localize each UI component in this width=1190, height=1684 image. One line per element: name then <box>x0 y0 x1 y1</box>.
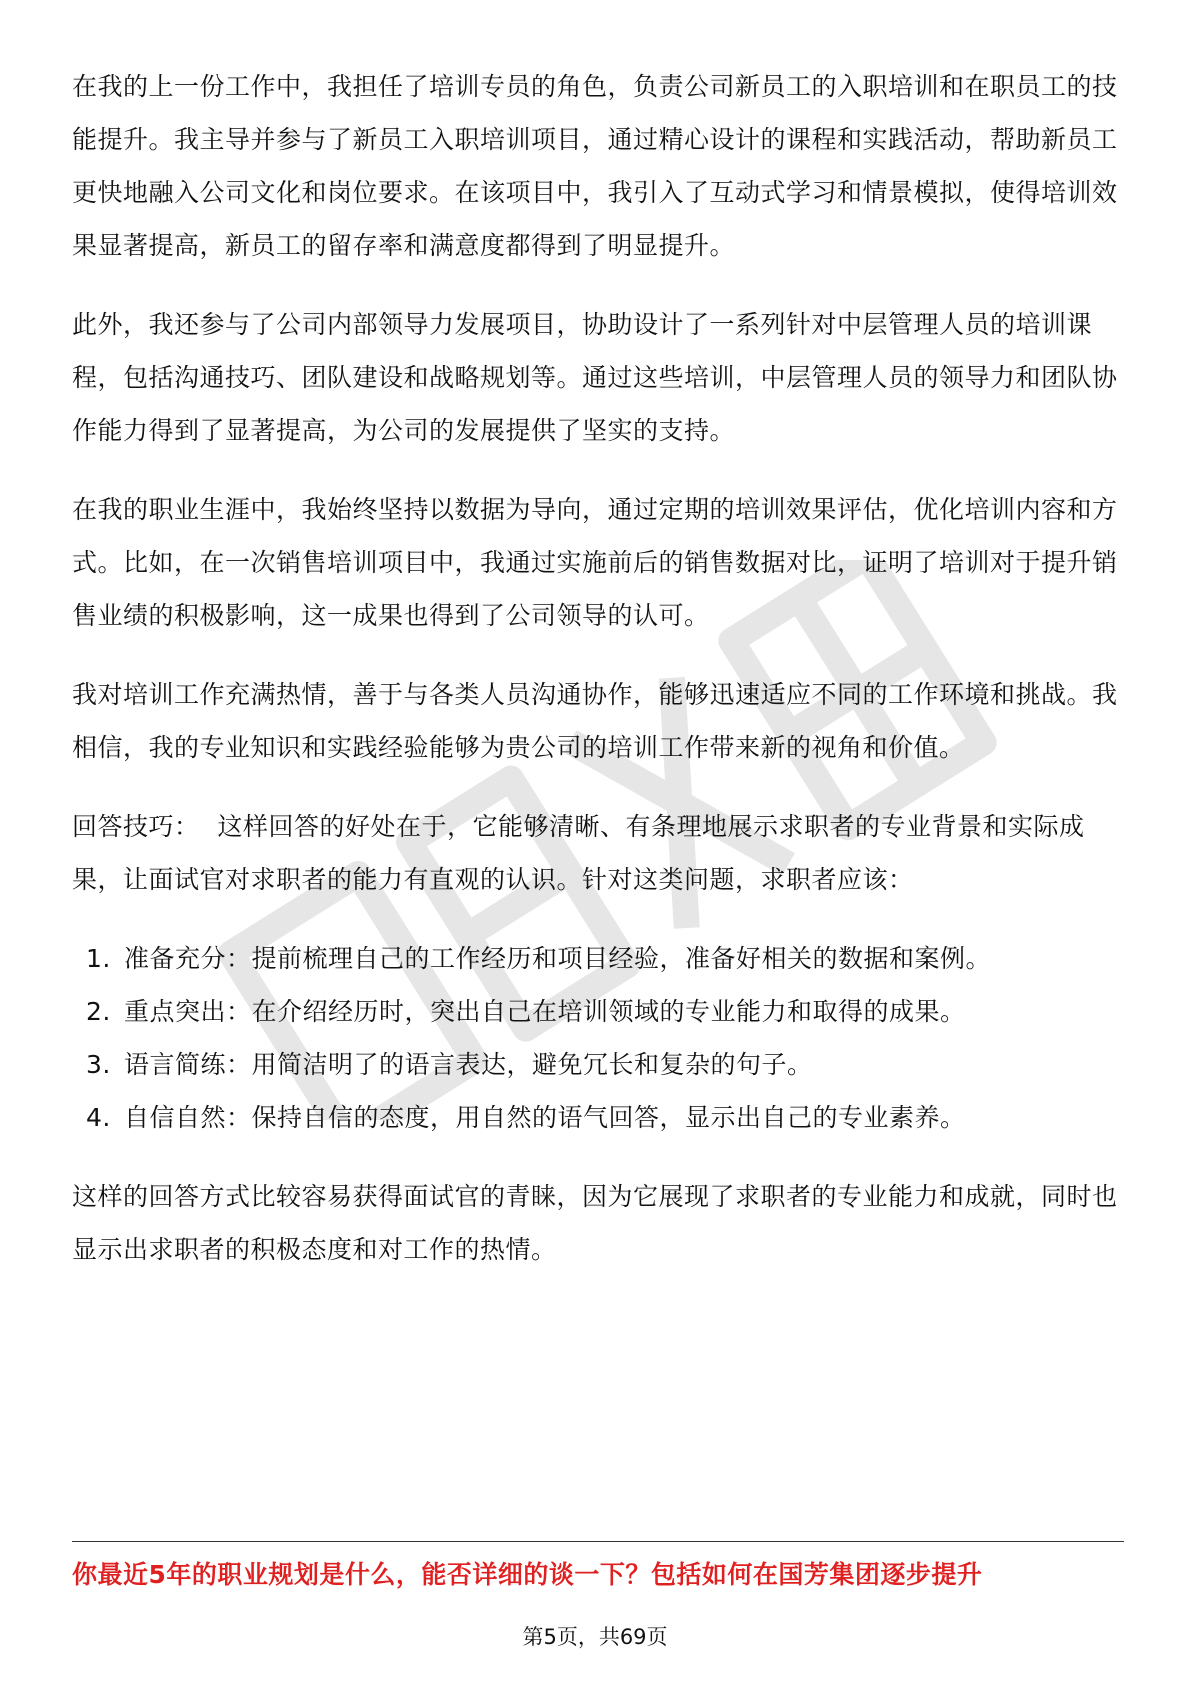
answer-tips-paragraph <box>72 800 1122 906</box>
paragraph-data-driven: 在我的职业生涯中，我始终坚持以数据为导向，通过定期的培训效果评估，优化培训内容和方式。比如，在一次销售培训项目中，我通过实施前后的销售数据对比，证明了培训对于提升销售业绩的积极影响，这一成果也得到了公司领导的认可。 <box>72 495 1118 630</box>
paragraph-closing: 这样的回答方式比较容易获得面试官的青睐，因为它展现了求职者的专业能力和成就，同时也显示出求职者的积极态度和对工作的热情。 <box>72 1182 1118 1264</box>
list-item-number: 3. <box>86 1050 111 1079</box>
list-item-text: 自信自然：保持自信的态度，用自然的语气回答，显示出自己的专业素养。 <box>124 1103 966 1132</box>
list-item <box>72 985 1122 1038</box>
list-item-number: 1. <box>86 944 111 973</box>
paragraph-leadership-project: 此外，我还参与了公司内部领导力发展项目，协助设计了一系列针对中层管理人员的培训课程，包括沟通技巧、团队建设和战略规划等。通过这些培训，中层管理人员的领导力和团队协作能力得到了显著提高，为公司的发展提供了坚实的支持。 <box>72 310 1118 445</box>
list-item-number: 4. <box>86 1103 111 1132</box>
list-item-number: 2. <box>86 997 111 1026</box>
page-number: 第5页，共69页 <box>522 1625 668 1649</box>
paragraph-work-experience: 在我的上一份工作中，我担任了培训专员的角色，负责公司新员工的入职培训和在职员工的技能提升。我主导并参与了新员工入职培训项目，通过精心设计的课程和实践活动，帮助新员工更快地融入公司文化和岗位要求。在该项目中，我引入了互动式学习和情景模拟，使得培训效果显著提高，新员工的留存率和满意度都得到了明显提升。 <box>72 72 1118 260</box>
answer-tips-text: 这样回答的好处在于，它能够清晰、有条理地展示求职者的专业背景和实际成果，让面试官对求职者的能力有直观的认识。针对这类问题，求职者应该： <box>72 812 1085 894</box>
tips-list <box>72 932 1122 1144</box>
next-question-heading: 你最近5年的职业规划是什么，能否详细的谈一下？包括如何在国芳集团逐步提升 <box>72 1560 983 1589</box>
list-item <box>72 1091 1122 1144</box>
list-item <box>72 1038 1122 1091</box>
list-item-text: 重点突出：在介绍经历时，突出自己在培训领域的专业能力和取得的成果。 <box>124 997 966 1026</box>
document-body <box>72 60 1122 1302</box>
list-item <box>72 932 1122 985</box>
answer-tips-label: 回答技巧： <box>72 812 200 841</box>
list-item-text: 语言简练：用简洁明了的语言表达，避免冗长和复杂的句子。 <box>124 1050 813 1079</box>
list-item-text: 准备充分：提前梳理自己的工作经历和项目经验，准备好相关的数据和案例。 <box>124 944 992 973</box>
section-divider <box>72 1541 1124 1542</box>
paragraph-passion: 我对培训工作充满热情，善于与各类人员沟通协作，能够迅速适应不同的工作环境和挑战。我相信，我的专业知识和实践经验能够为贵公司的培训工作带来新的视角和价值。 <box>72 680 1118 762</box>
